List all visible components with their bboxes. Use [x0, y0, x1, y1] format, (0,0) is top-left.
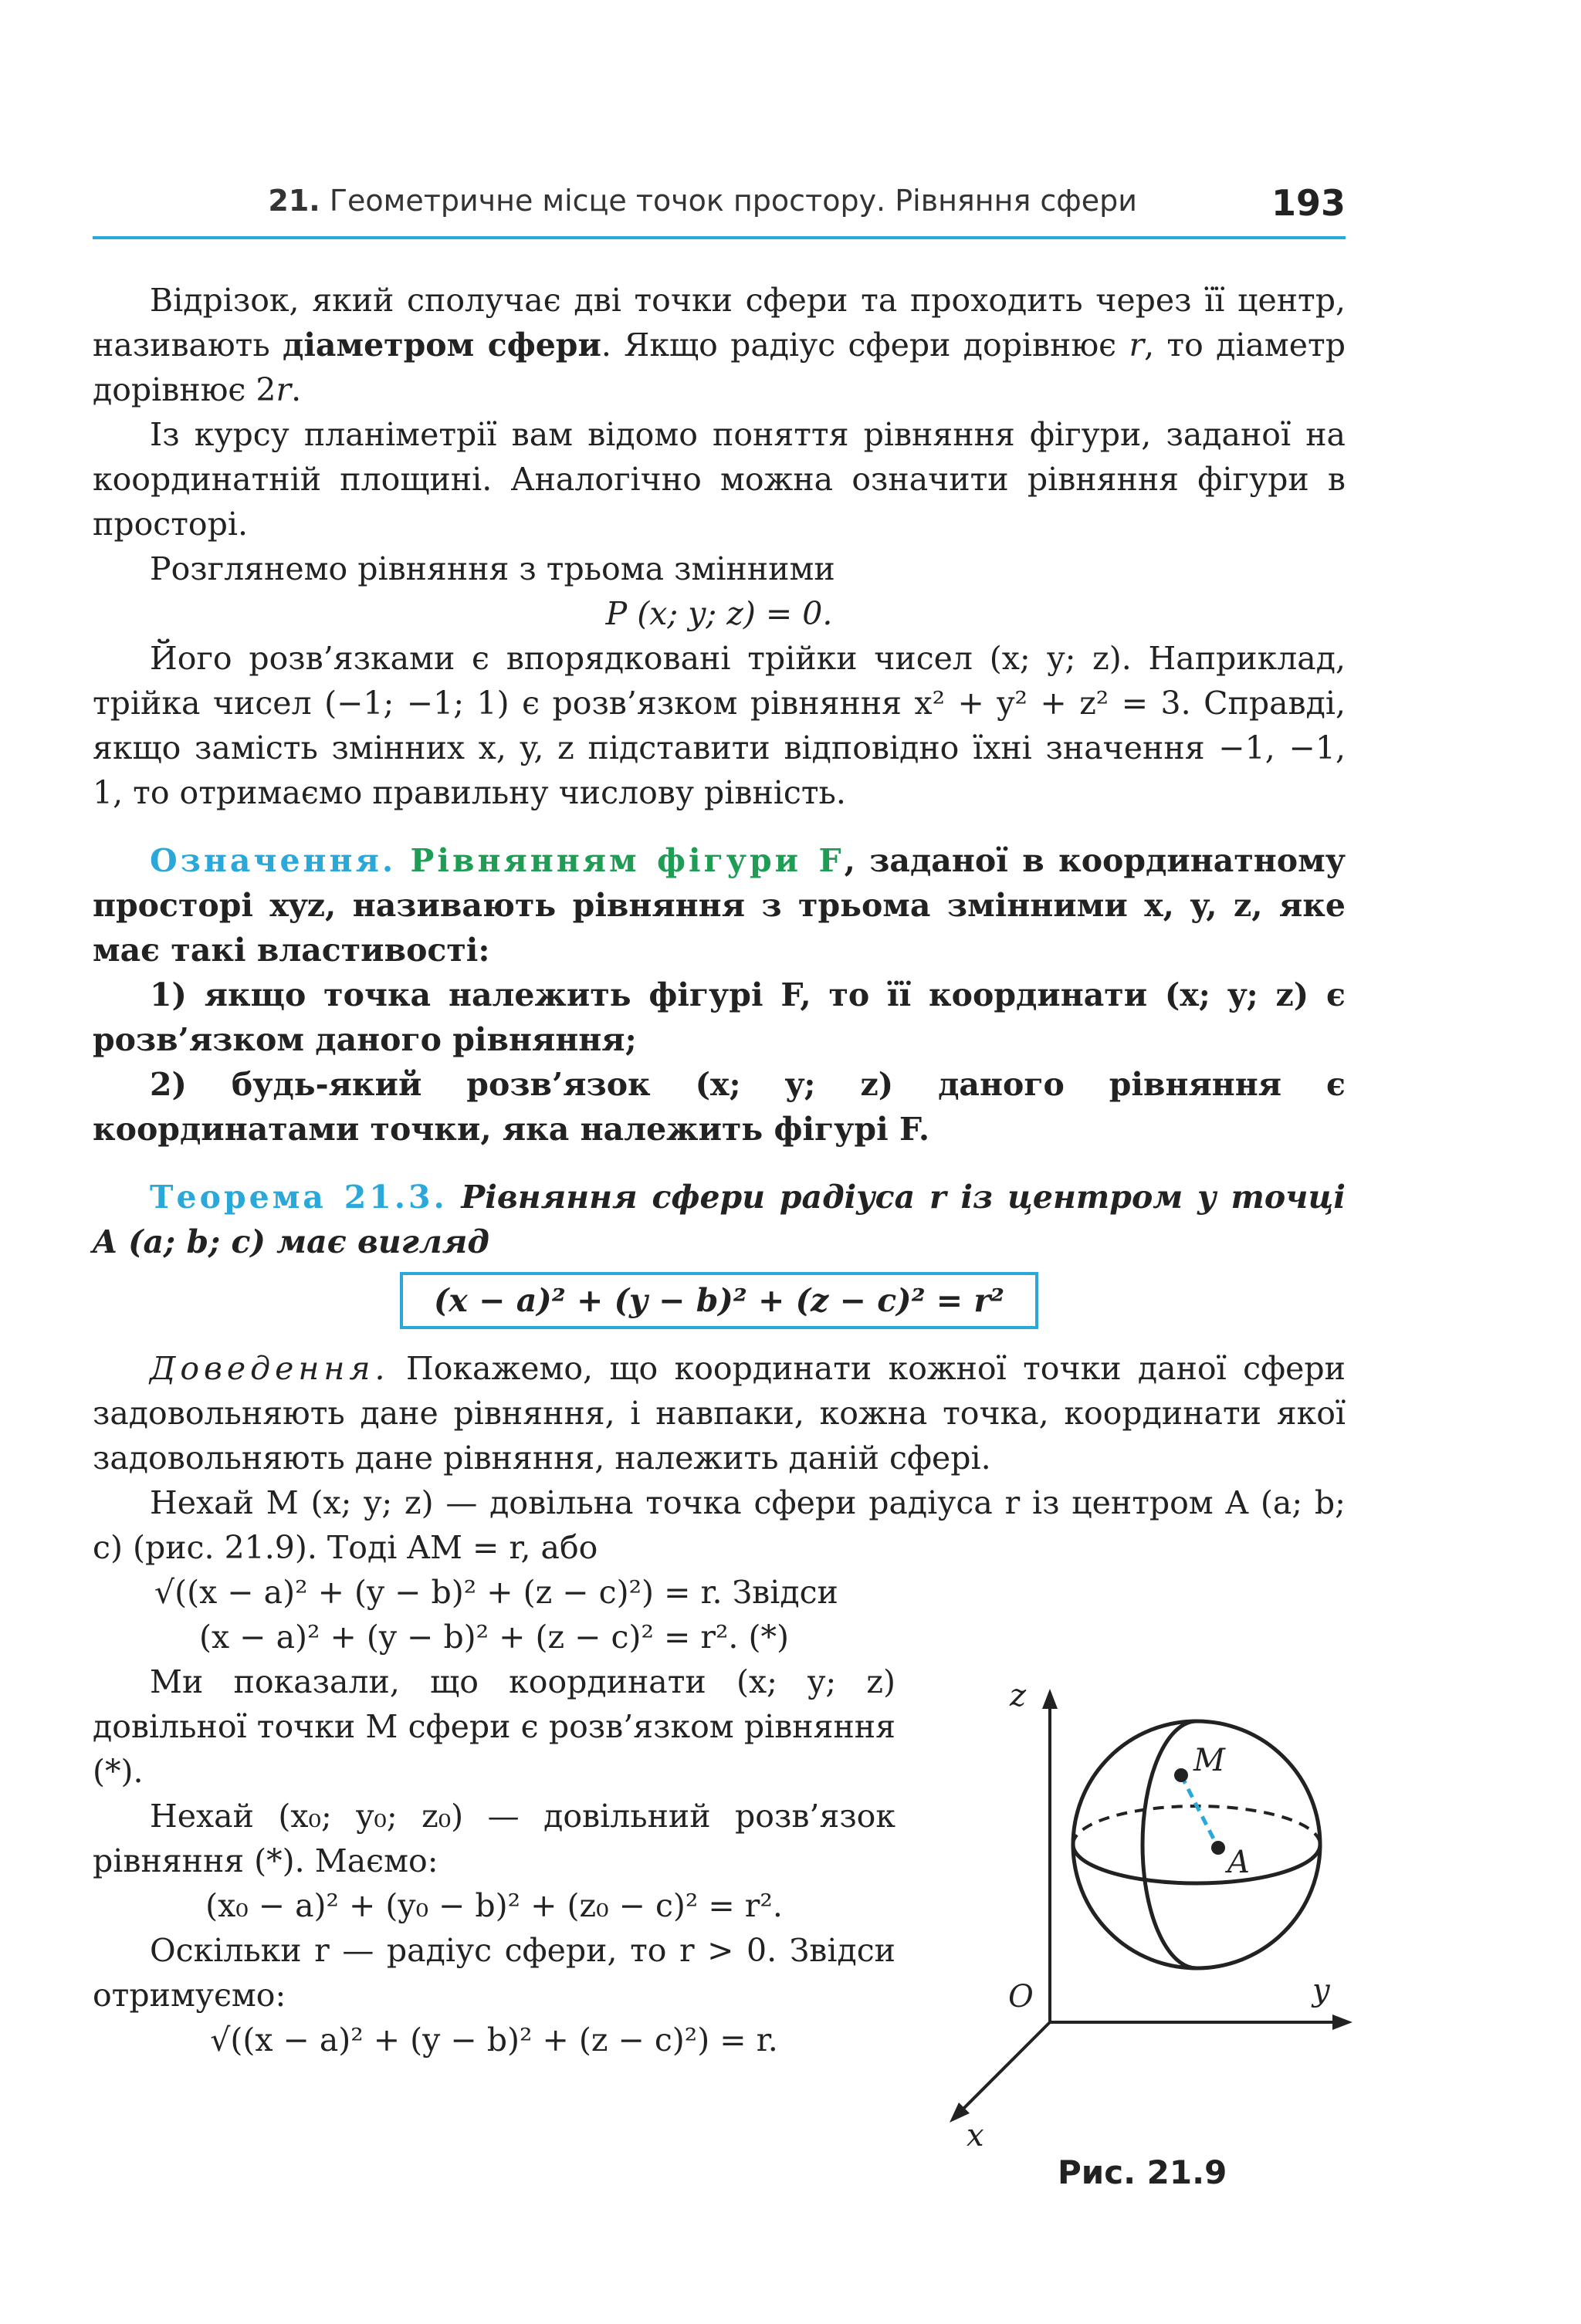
paragraph-consider: Розглянемо рівняння з трьома змінними [150, 550, 835, 587]
root-eq-1: √((x − a)² + (y − b)² + (z − c)²) = r. Звідси [154, 1574, 838, 1611]
proof-column [93, 1570, 895, 2062]
eq-zero: (x₀ − a)² + (y₀ − b)² + (z₀ − c)² = r². [205, 1887, 783, 1924]
eq-star: (x − a)² + (y − b)² + (z − c)² = r². (*) [199, 1619, 789, 1656]
text: Відрізок, який сполучає дві точки сфери та проходить через її центр, називають [93, 282, 1346, 364]
label-o: O [1008, 1979, 1034, 2014]
equator-front [1073, 1845, 1320, 1883]
proof-p5: Оскільки r — радіус сфери, то r > 0. Звідси отримуємо: [93, 1932, 895, 2014]
proof-p2: Нехай M (x; y; z) — довільна точка сфери радіуса r із центром A (a; b; c) (рис. 21.9). Тоді AM = r, або [93, 1484, 1346, 1566]
point-a [1211, 1841, 1225, 1855]
text: . Якщо радіус сфери дорівнює [601, 326, 1117, 364]
proof-intro [93, 1346, 1346, 1480]
label-a: A [1227, 1845, 1250, 1880]
term-diameter: діаметром сфери [283, 326, 601, 364]
text: , то діаметр дорівнює 2 [93, 326, 1346, 408]
section-number: 21. [268, 184, 320, 218]
equator-back [1073, 1806, 1320, 1845]
label-m: M [1193, 1743, 1225, 1778]
theorem-label: Теорема 21.3. [150, 1179, 448, 1216]
definition-term: Рівнянням фігури F [410, 842, 845, 879]
label-y: y [1312, 1973, 1330, 2008]
theorem-formula-box: (x − a)² + (y − b)² + (z − c)² = r² [400, 1272, 1038, 1329]
definition-block [93, 838, 1346, 973]
z-arrow [1042, 1689, 1058, 1709]
radius-am [1181, 1775, 1218, 1848]
y-arrow [1332, 2014, 1352, 2030]
point-m [1174, 1768, 1188, 1782]
label-z: z [1010, 1683, 1027, 1713]
definition-text: , заданої в координатному просторі xyz, називають рівняння з трьома змінними x, y, z, яке має такі властивості: [93, 842, 1346, 969]
paragraph-solutions: Його розв’язками є впорядковані трійки чисел (x; y; z). Наприклад, трійка чисел (−1; −1; 1) є розв’язком рівняння x² + y² + z² = 3. Справді, якщо замість змінних x, y, z підставити відповідно їхні значення −1, −1, 1, то отримаємо правильну числову рівність. [93, 640, 1346, 811]
paragraph-planimetry: Із курсу планіметрії вам відомо поняття рівняння фігури, заданої на координатній площині. Аналогічно можна означити рівняння фігури в просторі. [93, 416, 1346, 543]
root-eq-2: √((x − a)² + (y − b)² + (z − c)²) = r. [210, 2021, 778, 2058]
proof-label: Доведення. [150, 1350, 390, 1387]
x-axis [957, 2022, 1050, 2115]
figure-caption: Рис. 21.9 [1058, 2153, 1227, 2191]
paragraph-diameter: Відрізок, який сполучає дві точки сфери та проходить через її центр, називають діаметром сфери. Якщо радіус сфери дорівнює r, то діаметр дорівнює 2r. [93, 282, 1346, 408]
text: . [291, 371, 302, 408]
equation-p: P (x; y; z) = 0. [605, 595, 833, 632]
page-number: 193 [1271, 182, 1346, 224]
proof-text: Покажемо, що координати кожної точки даної сфери задовольняють дане рівняння, і навпаки, кожна точка, координати якої задовольняють дане рівняння, належить даній сфері. [93, 1350, 1346, 1477]
proof-p3: Ми показали, що координати (x; y; z) довільної точки M сфери є розв’язком рівняння (*). [93, 1663, 895, 1790]
section-title: Геометричне місце точок простору. Рівняння сфери [329, 184, 1137, 218]
label-x: x [967, 2118, 984, 2153]
theorem-block [93, 1175, 1346, 1264]
definition-label: Означення. [150, 842, 397, 879]
page-header [93, 184, 1346, 239]
meridian [1143, 1721, 1197, 1968]
formula-row [93, 1272, 1346, 1329]
definition-item-2: 2) будь-який розв’язок (x; y; z) даного рівняння є координатами точки, яка належить фігурі F. [93, 1066, 1346, 1148]
definition-item-1: 1) якщо точка належить фігурі F, то її координати (x; y; z) є розв’язком даного рівняння; [93, 976, 1346, 1058]
header-rule [93, 236, 1346, 239]
proof-p4: Нехай (x₀; y₀; z₀) — довільний розв’язок рівняння (*). Маємо: [93, 1798, 895, 1879]
theorem-text: Рівняння сфери радіуса r із центром у точці A (a; b; c) має вигляд [93, 1179, 1346, 1260]
sphere-figure [926, 1683, 1359, 2161]
running-title [268, 184, 1137, 218]
